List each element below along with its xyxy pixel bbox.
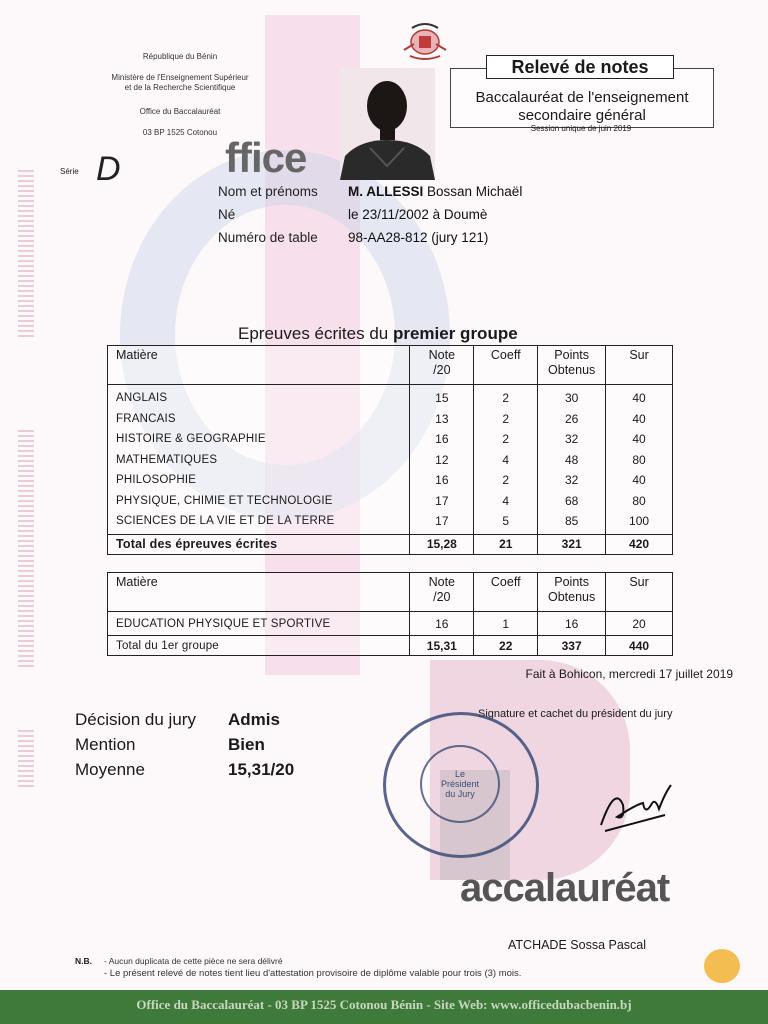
stamp-inner-circle	[420, 745, 500, 823]
col-header-points	[538, 573, 606, 612]
col-header-subject: Matière	[108, 573, 410, 612]
republic-label: République du Bénin	[142, 52, 218, 61]
moyenne-value: 15,31/20	[228, 760, 295, 779]
table-number-value: 98-AA28-812 (jury 121)	[348, 230, 489, 245]
section-title	[238, 324, 518, 344]
col-header-note-l1: Note	[428, 348, 456, 362]
place-date: Fait à Bohicon, mercredi 17 juillet 2019	[525, 667, 733, 681]
office-address: 03 BP 1525 Cotonou	[142, 128, 218, 137]
points-value: 32	[564, 432, 579, 446]
coeff-value: 4	[502, 493, 510, 508]
table-total-row	[108, 636, 673, 656]
mention-label: Mention	[75, 735, 136, 754]
notes-prefix: N.B.	[75, 956, 92, 966]
session-label: Session unique de juin 2019	[530, 124, 632, 133]
serie-label: Série	[60, 167, 79, 176]
col-header-points-l1: Points	[554, 348, 590, 362]
col-header-coeff: Coeff	[474, 573, 538, 612]
group-total-coeff: 22	[474, 636, 538, 656]
notes-line2: - Le présent relevé de notes tient lieu d'attestation provisoire de diplôme valable pour trois (3) mois.	[104, 968, 522, 979]
col-header-points-l1: Points	[554, 575, 590, 589]
sur-value: 40	[632, 411, 646, 426]
sur-value: 40	[632, 473, 646, 487]
col-header-points	[538, 346, 606, 385]
microtext-strip	[18, 430, 34, 670]
subject-name: HISTOIRE & GEOGRAPHIE	[116, 433, 266, 445]
table-row	[108, 612, 673, 636]
subject-name: PHILOSOPHIE	[116, 474, 197, 486]
sur-value: 100	[629, 514, 650, 528]
points-value: 85	[564, 514, 579, 528]
col-header-note	[410, 346, 474, 385]
ministry-line1: Ministère de l'Enseignement Supérieur	[111, 73, 249, 82]
section-title-normal: Epreuves écrites du	[238, 324, 393, 343]
title-line1: Baccalauréat de l'enseignement	[475, 89, 689, 106]
col-header-points-l2: Obtenus	[548, 363, 596, 377]
mention-value: Bien	[228, 735, 265, 754]
group-total-sur: 440	[606, 636, 673, 656]
decision-label: Décision du jury	[75, 710, 196, 729]
col-header-points-l2: Obtenus	[548, 590, 596, 604]
watermark-word-bac: accalauréat	[460, 866, 670, 910]
group-total-points: 337	[538, 636, 606, 656]
note-value: 17	[435, 514, 449, 528]
footer-banner: Office du Baccalauréat - 03 BP 1525 Cotonou Bénin - Site Web: www.officedubacbenin.bj	[0, 990, 768, 1024]
col-header-note-l2: /20	[433, 363, 451, 377]
eps-points: 16	[538, 612, 606, 636]
sur-value: 80	[632, 493, 646, 508]
table-header-row	[108, 346, 673, 385]
total-note: 15,28	[410, 534, 474, 554]
handwritten-signature	[595, 775, 680, 837]
student-photo	[340, 68, 435, 180]
sur-value: 80	[632, 452, 646, 467]
eps-note: 16	[410, 612, 474, 636]
col-header-sur: Sur	[606, 346, 673, 385]
section-title-bold: premier groupe	[392, 324, 518, 343]
coat-of-arms-icon	[400, 20, 450, 62]
security-dot-icon	[704, 949, 740, 983]
table-header-row	[108, 573, 673, 612]
col-header-note-l1: Note	[428, 575, 456, 589]
note-value: 16	[435, 473, 449, 487]
table-number-label: Numéro de table	[218, 230, 318, 245]
name-surname: M. ALLESSI	[348, 184, 424, 199]
microtext-strip	[18, 730, 34, 790]
microtext-strip	[18, 170, 34, 340]
coeff-value: 4	[502, 452, 510, 467]
sur-value: 40	[632, 391, 646, 405]
subject-name: ANGLAIS	[116, 392, 168, 404]
points-value: 30	[564, 391, 579, 405]
born-label: Né	[218, 207, 236, 222]
document-title: Relevé de notes	[486, 55, 674, 79]
total-points: 321	[538, 534, 606, 554]
serie-value: D	[96, 150, 121, 188]
note-value: 12	[435, 452, 449, 467]
subject-name: MATHEMATIQUES	[116, 453, 218, 466]
written-grades-table	[107, 345, 673, 555]
points-value: 26	[564, 411, 579, 426]
note-value: 15	[435, 391, 449, 405]
ministry-line2: et de la Recherche Scientifique	[124, 83, 236, 92]
col-header-sur: Sur	[606, 573, 673, 612]
notes-line1: - Aucun duplicata de cette pièce ne sera délivré	[104, 956, 283, 966]
title-line2: secondaire général	[518, 107, 646, 124]
subject-name: PHYSIQUE, CHIMIE ET TECHNOLOGIE	[116, 494, 333, 507]
eps-coeff: 1	[474, 612, 538, 636]
table-row-body	[108, 385, 673, 535]
coeff-value: 2	[502, 473, 510, 487]
subject-name: SCIENCES DE LA VIE ET DE LA TERRE	[116, 515, 335, 527]
sur-value: 40	[632, 432, 646, 446]
decision-value: Admis	[228, 710, 280, 729]
subject-name: FRANCAIS	[116, 412, 176, 425]
subject-cell	[108, 385, 410, 535]
eps-grades-table	[107, 572, 673, 656]
points-cell	[538, 385, 606, 535]
note-value: 16	[435, 432, 449, 446]
group-total-note: 15,31	[410, 636, 474, 656]
note-value: 17	[435, 493, 449, 508]
group-total-label: Total du 1er groupe	[108, 636, 410, 656]
name-firstnames: Bossan Michaël	[423, 184, 523, 199]
name-label: Nom et prénoms	[218, 184, 318, 199]
coeff-value: 2	[502, 432, 510, 446]
col-header-note	[410, 573, 474, 612]
coeff-cell	[474, 385, 538, 535]
sur-cell	[606, 385, 673, 535]
eps-subject: EDUCATION PHYSIQUE ET SPORTIVE	[108, 612, 410, 636]
note-value: 13	[435, 411, 449, 426]
coeff-value: 2	[502, 391, 510, 405]
president-name: ATCHADE Sossa Pascal	[508, 938, 647, 952]
points-value: 68	[564, 493, 579, 508]
total-coeff: 21	[474, 534, 538, 554]
moyenne-label: Moyenne	[75, 760, 145, 779]
stamp-text-line2: Président	[440, 779, 480, 789]
watermark-word-office: ffice	[225, 134, 307, 181]
coeff-value: 2	[502, 411, 510, 426]
col-header-coeff: Coeff	[474, 346, 538, 385]
col-header-note-l2: /20	[433, 590, 451, 604]
name-value	[348, 184, 522, 199]
coeff-value: 5	[502, 514, 510, 528]
col-header-subject: Matière	[108, 346, 410, 385]
eps-sur: 20	[606, 612, 673, 636]
signature-caption: Signature et cachet du président du jury	[478, 708, 673, 720]
born-value: le 23/11/2002 à Doumè	[348, 207, 488, 222]
points-value: 32	[564, 473, 579, 487]
table-total-row	[108, 534, 673, 554]
points-value: 48	[564, 452, 579, 467]
stamp-text-line1: Le	[454, 769, 465, 779]
note-cell	[410, 385, 474, 535]
office-name: Office du Baccalauréat	[139, 107, 221, 116]
total-sur: 420	[606, 534, 673, 554]
stamp-text-line3: du Jury	[445, 789, 475, 799]
total-label: Total des épreuves écrites	[108, 534, 410, 554]
